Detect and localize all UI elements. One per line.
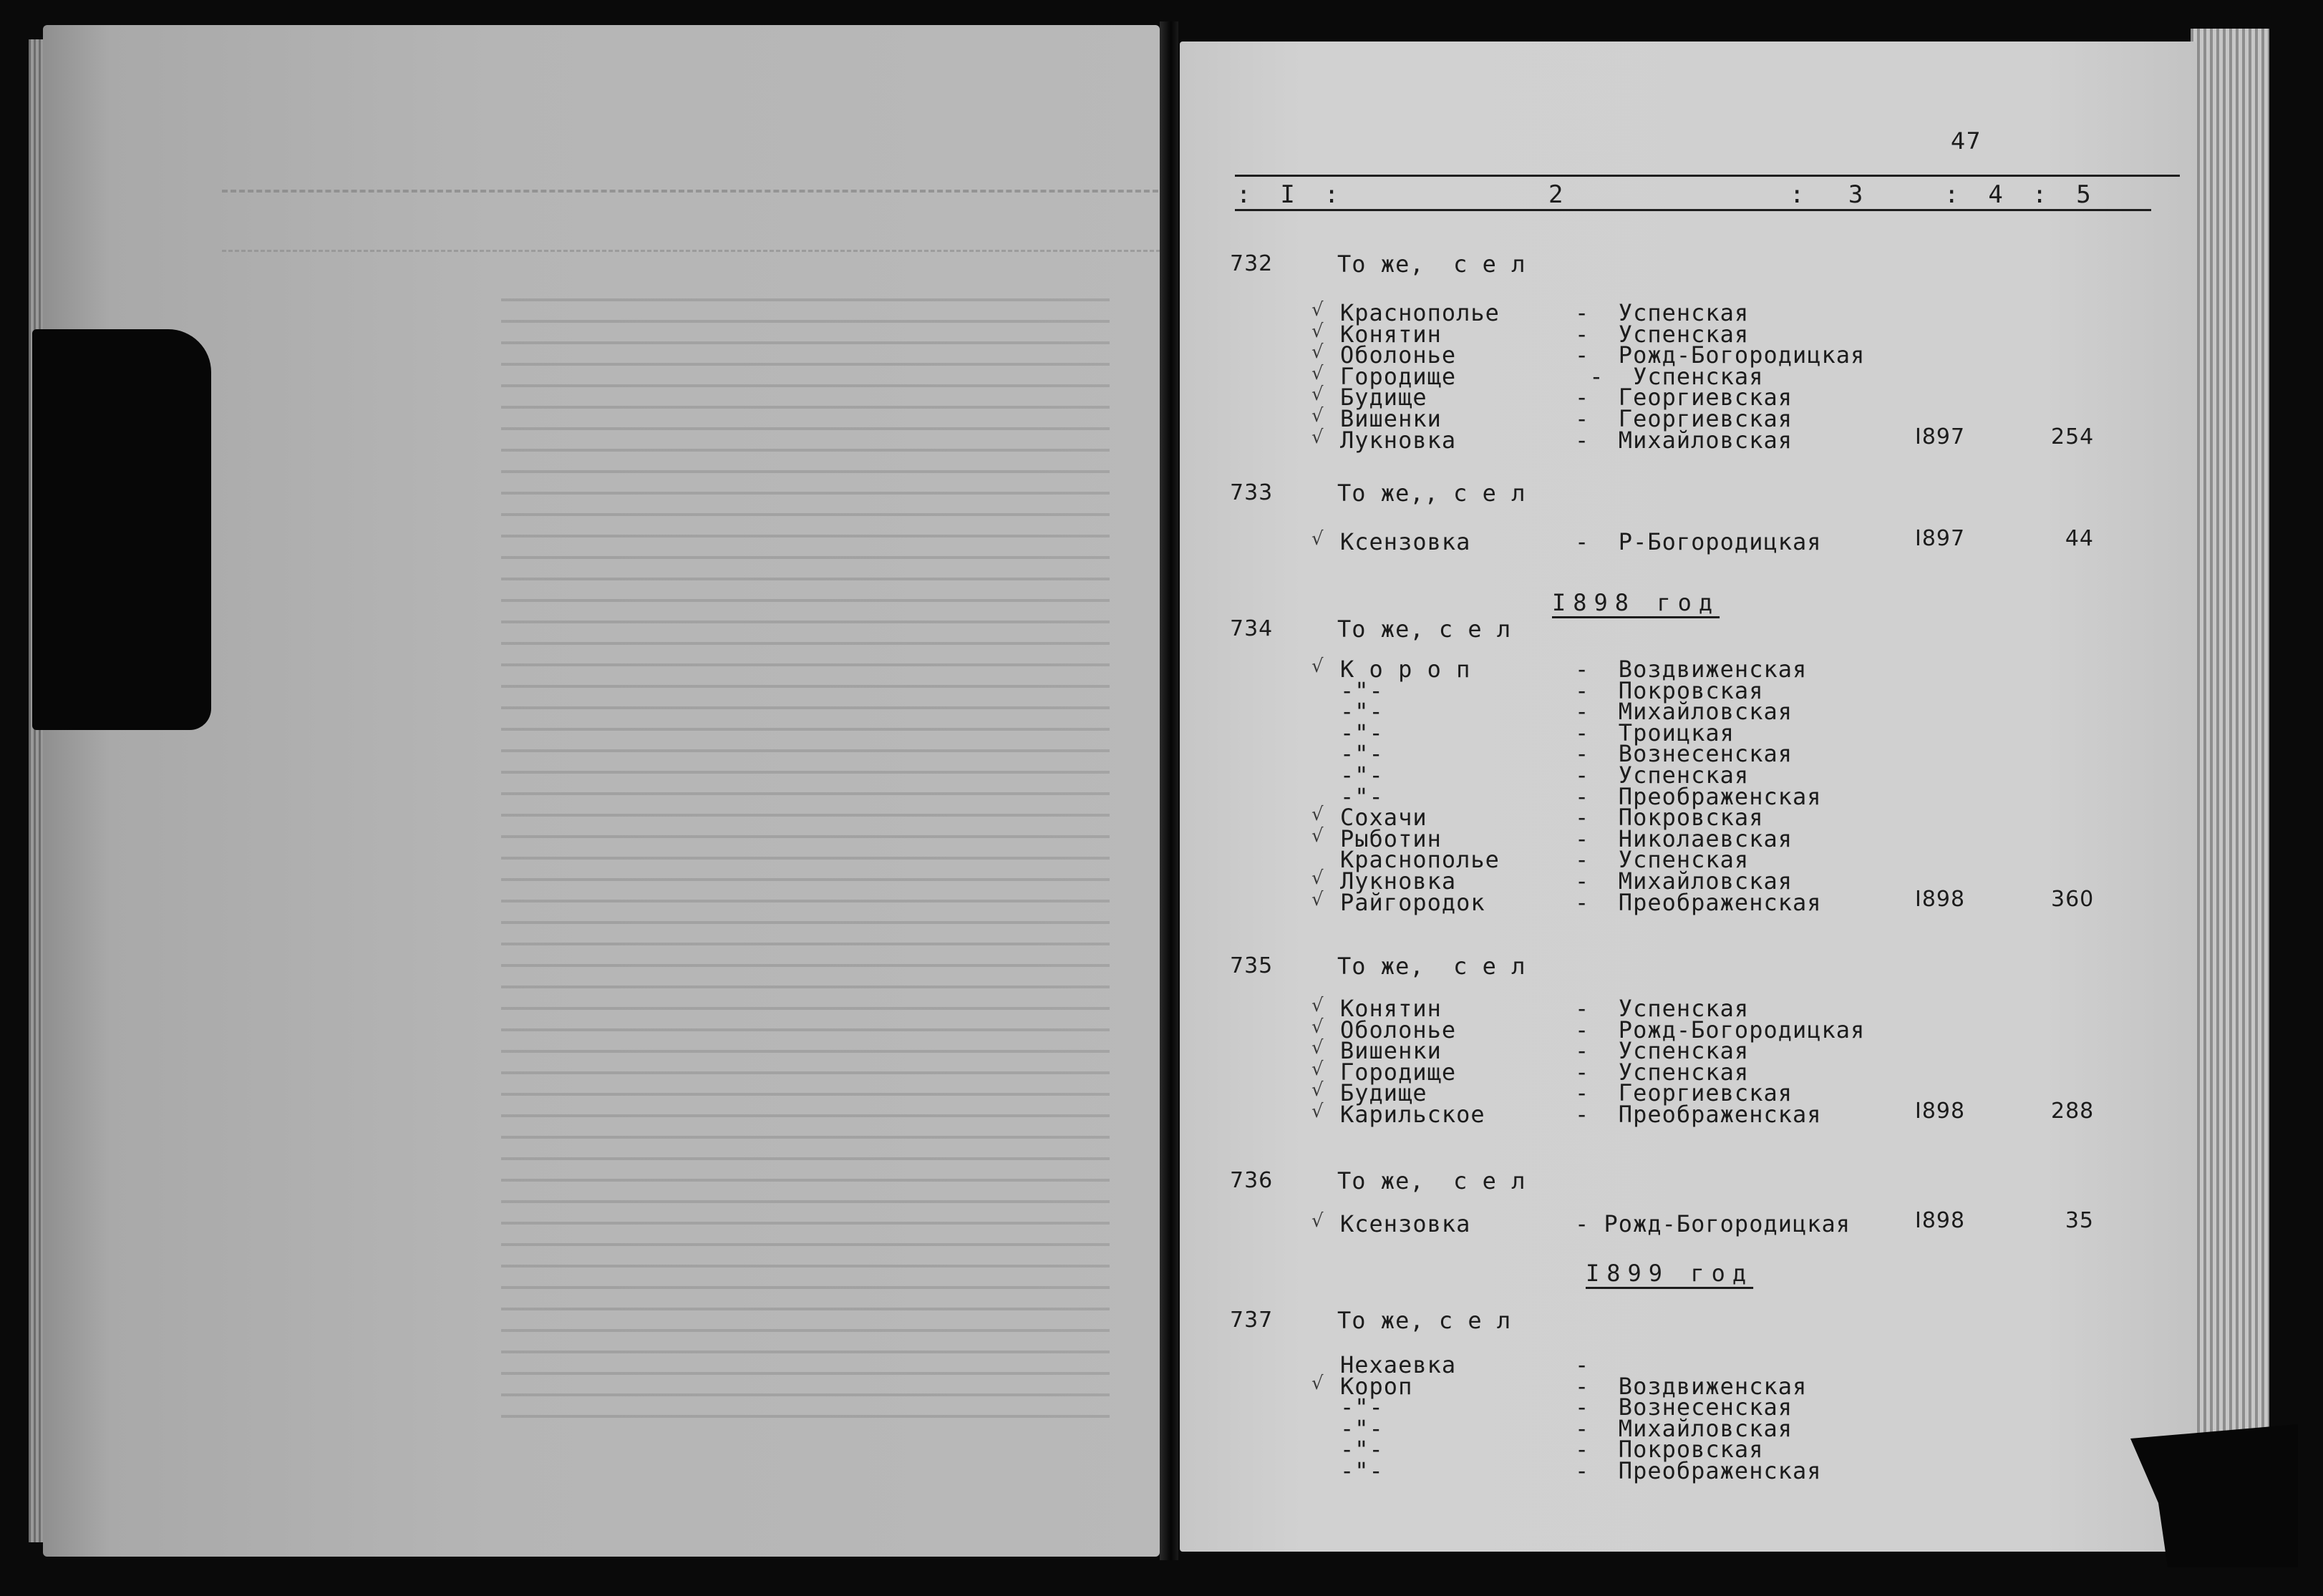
church-name: - Покровская <box>1575 804 1764 832</box>
place-name: -"- <box>1340 676 1384 704</box>
church-name: - Георгиевская <box>1575 1079 1793 1107</box>
place-name: -"- <box>1340 1436 1384 1464</box>
binder-clip <box>32 329 211 730</box>
church-name: - Михайловская <box>1575 426 1793 454</box>
place-name: Лукновка <box>1340 867 1457 895</box>
check-mark: √ <box>1311 656 1324 677</box>
check-mark: √ <box>1311 384 1324 406</box>
church-name: - Рожд-Богородицкая <box>1575 1016 1866 1043</box>
record-year: I897 <box>1915 424 1966 449</box>
place-name: -"- <box>1340 740 1384 768</box>
church-name: - Успенская <box>1575 1058 1750 1086</box>
church-name: - Успенская <box>1575 320 1750 348</box>
check-mark: √ <box>1311 995 1324 1016</box>
check-mark: √ <box>1311 426 1324 448</box>
church-name: - Воздвиженская <box>1575 1372 1808 1400</box>
place-name: Короп <box>1340 1372 1413 1400</box>
entry-number: 733 <box>1230 480 1274 505</box>
church-name: - Р-Богородицкая <box>1575 528 1822 555</box>
header-col-3: : 3 <box>1790 180 1863 209</box>
church-name: - Преображенская <box>1575 1101 1822 1128</box>
place-name: -"- <box>1340 782 1384 810</box>
check-mark: √ <box>1311 299 1324 321</box>
check-mark: √ <box>1311 320 1324 342</box>
header-col-4-5: : 4 : 5 <box>1944 180 2091 209</box>
place-name: Будище <box>1340 384 1427 412</box>
record-year: I898 <box>1915 886 1966 912</box>
place-name: -"- <box>1340 1457 1384 1484</box>
church-name: - Троицкая <box>1575 719 1735 746</box>
right-page-edges <box>2191 29 2269 1560</box>
header-bottom-rule <box>1235 209 2151 211</box>
place-name: К о р о п <box>1340 656 1471 683</box>
header-top-rule <box>1235 175 2180 177</box>
entry-heading: То же, с е л <box>1337 250 1526 278</box>
left-page <box>43 25 1160 1557</box>
check-mark: √ <box>1311 888 1324 910</box>
place-name: Ксензовка <box>1340 1210 1471 1237</box>
check-mark: √ <box>1311 1210 1324 1232</box>
place-name: -"- <box>1340 719 1384 746</box>
check-mark: √ <box>1311 1016 1324 1038</box>
record-count: 288 <box>2051 1099 2095 1124</box>
entry-number: 732 <box>1230 251 1274 276</box>
left-ghost-rules <box>222 190 1167 252</box>
church-name: - Успенская <box>1575 995 1750 1022</box>
place-name: -"- <box>1340 698 1384 726</box>
check-mark: √ <box>1311 405 1324 427</box>
check-mark: √ <box>1311 341 1324 364</box>
place-name: Вишенки <box>1340 405 1442 432</box>
check-mark: √ <box>1311 1079 1324 1101</box>
place-name: Ксензовка <box>1340 528 1471 555</box>
record-count: 254 <box>2051 424 2095 449</box>
entry-number: 735 <box>1230 953 1274 978</box>
year-heading-1898: I898 год <box>1552 589 1720 616</box>
header-col-2: 2 <box>1548 180 1563 209</box>
church-name: - Успенская <box>1575 1037 1750 1065</box>
entry-heading: То же, с е л <box>1337 953 1526 980</box>
church-name: - Успенская <box>1575 362 1764 390</box>
church-name: - Преображенская <box>1575 1457 1822 1484</box>
left-bleed-through-text <box>501 283 1110 1428</box>
place-name: Конятин <box>1340 320 1442 348</box>
place-name: Сохачи <box>1340 804 1427 832</box>
book-gutter <box>1160 21 1178 1560</box>
church-name: - Преображенская <box>1575 888 1822 916</box>
place-name: Краснополье <box>1340 299 1500 326</box>
church-name: - Вознесенская <box>1575 1393 1793 1421</box>
entry-heading: То же, с е л <box>1337 1167 1526 1194</box>
check-mark: √ <box>1311 362 1324 384</box>
church-name: - Георгиевская <box>1575 405 1793 432</box>
place-name: Краснополье <box>1340 846 1500 874</box>
page-number: 47 <box>1951 127 1982 155</box>
church-name: - Успенская <box>1575 299 1750 326</box>
check-mark: √ <box>1311 1058 1324 1080</box>
check-mark: √ <box>1311 1037 1324 1059</box>
church-name: - Вознесенская <box>1575 740 1793 768</box>
record-year: I897 <box>1915 526 1966 551</box>
church-name: - Успенская <box>1575 846 1750 874</box>
church-name: - Михайловская <box>1575 867 1793 895</box>
place-name: -"- <box>1340 1393 1384 1421</box>
church-name: - Георгиевская <box>1575 384 1793 412</box>
place-name: Нехаевка <box>1340 1351 1457 1378</box>
church-name: - Преображенская <box>1575 782 1822 810</box>
church-name: - Покровская <box>1575 676 1764 704</box>
church-name: - Успенская <box>1575 761 1750 789</box>
check-mark: √ <box>1311 1101 1324 1122</box>
record-count: 35 <box>2065 1208 2094 1233</box>
place-name: -"- <box>1340 761 1384 789</box>
check-mark: √ <box>1311 804 1324 826</box>
church-name: - Воздвиженская <box>1575 656 1808 683</box>
check-mark: √ <box>1311 1372 1324 1394</box>
entry-number: 737 <box>1230 1308 1274 1333</box>
check-mark: √ <box>1311 867 1324 889</box>
year-heading-1899: I899 год <box>1586 1260 1754 1287</box>
church-name: - Рожд-Богородицкая <box>1575 341 1866 369</box>
church-name: - Рожд-Богородицкая <box>1575 1210 1851 1237</box>
place-name: Городище <box>1340 362 1457 390</box>
record-count: 360 <box>2051 886 2095 912</box>
place-name: Райгородок <box>1340 888 1485 916</box>
entry-number: 734 <box>1230 616 1274 641</box>
place-name: Оболонье <box>1340 1016 1457 1043</box>
church-name: - <box>1575 1351 1590 1378</box>
entry-heading: То же,, с е л <box>1337 480 1526 507</box>
entry-heading: То же, с е л <box>1337 615 1512 643</box>
church-name: - Михайловская <box>1575 1414 1793 1442</box>
place-name: Конятин <box>1340 995 1442 1022</box>
record-year: I898 <box>1915 1208 1966 1233</box>
header-col-1: : I : <box>1236 180 1339 209</box>
place-name: Вишенки <box>1340 1037 1442 1065</box>
place-name: Карильское <box>1340 1101 1485 1128</box>
place-name: Оболонье <box>1340 341 1457 369</box>
record-year: I898 <box>1915 1099 1966 1124</box>
church-name: - Покровская <box>1575 1436 1764 1464</box>
church-name: - Михайловская <box>1575 698 1793 726</box>
check-mark: √ <box>1311 528 1324 550</box>
entry-heading: То же, с е л <box>1337 1307 1512 1334</box>
place-name: -"- <box>1340 1414 1384 1442</box>
place-name: Лукновка <box>1340 426 1457 454</box>
place-name: Городище <box>1340 1058 1457 1086</box>
church-name: - Николаевская <box>1575 824 1793 852</box>
entry-number: 736 <box>1230 1168 1274 1193</box>
place-name: Рыботин <box>1340 824 1442 852</box>
record-count: 44 <box>2065 526 2094 551</box>
place-name: Будище <box>1340 1079 1427 1107</box>
check-mark: √ <box>1311 824 1324 847</box>
